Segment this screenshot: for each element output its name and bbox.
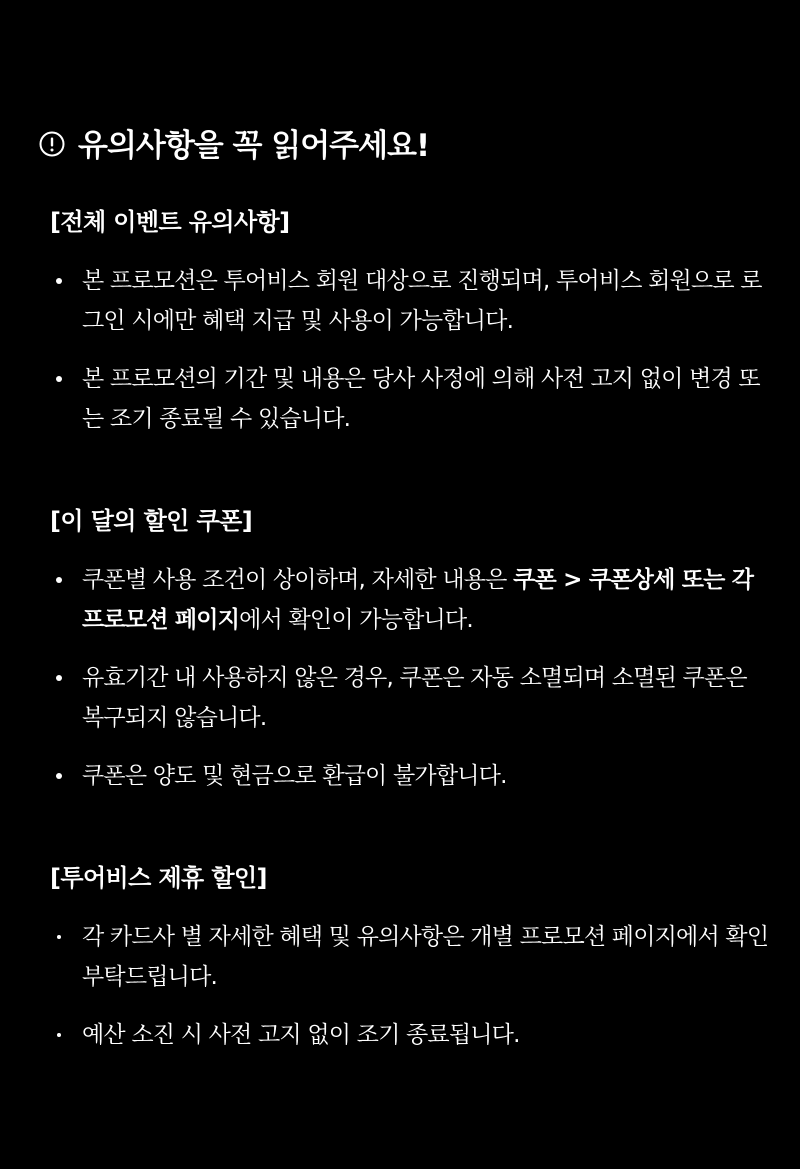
section-heading: [투어비스 제휴 할인] — [50, 864, 267, 892]
notice-panel — [38, 118, 768, 1055]
bullet-dot-icon — [57, 935, 61, 939]
list-item-text-after: 에서 확인이 가능합니다. — [239, 607, 473, 633]
list-item — [50, 756, 772, 796]
bullet-dot-icon — [56, 773, 62, 779]
list-item-text: 본 프로모션의 기간 및 내용은 당사 사정에 의해 사전 고지 없이 변경 또는 조기 종료될 수 있습니다. — [82, 366, 760, 432]
bullet-dot-icon — [56, 278, 62, 284]
bullet-dot-icon — [56, 376, 62, 382]
list-item-text: 본 프로모션은 투어비스 회원 대상으로 진행되며, 투어비스 회원으로 로그인 시에만 혜택 지급 및 사용이 가능합니다. — [82, 268, 762, 334]
notice-list — [50, 917, 768, 1055]
bullet-dot-icon — [56, 675, 62, 681]
notice-list — [50, 261, 768, 439]
notice-list — [50, 560, 768, 796]
notice-title: 유의사항을 꼭 읽어주세요! — [78, 127, 430, 164]
notice-heading — [38, 118, 768, 166]
section-monthly-coupon — [50, 501, 768, 796]
list-item — [50, 560, 772, 640]
section-partner-discount — [50, 858, 768, 1055]
bullet-dot-icon — [57, 1033, 61, 1037]
bullet-dot-icon — [56, 577, 62, 583]
list-item-text: 각 카드사 별 자세한 혜택 및 유의사항은 개별 프로모션 페이지에서 확인 부탁드립니다. — [82, 924, 769, 990]
list-item — [50, 917, 772, 997]
coupon-detail-path: 쿠폰 > 쿠폰상세 또는 각 프로모션 페이지 — [82, 567, 754, 633]
section-heading: [전체 이벤트 유의사항] — [50, 208, 290, 236]
list-item-text: 쿠폰은 양도 및 현금으로 환급이 불가합니다. — [82, 763, 507, 789]
list-item-text: 예산 소진 시 사전 고지 없이 조기 종료됩니다. — [82, 1022, 520, 1048]
list-item — [50, 359, 772, 439]
section-event-notice — [50, 202, 768, 439]
list-item — [50, 658, 772, 738]
list-item-text-before: 쿠폰별 사용 조건이 상이하며, 자세한 내용은 — [82, 567, 514, 593]
list-item — [50, 1015, 772, 1055]
section-heading: [이 달의 할인 쿠폰] — [50, 507, 253, 535]
list-item — [50, 261, 772, 341]
list-item-text: 유효기간 내 사용하지 않은 경우, 쿠폰은 자동 소멸되며 소멸된 쿠폰은 복구되지 않습니다. — [82, 665, 747, 731]
exclamation-circle-icon — [38, 128, 66, 156]
